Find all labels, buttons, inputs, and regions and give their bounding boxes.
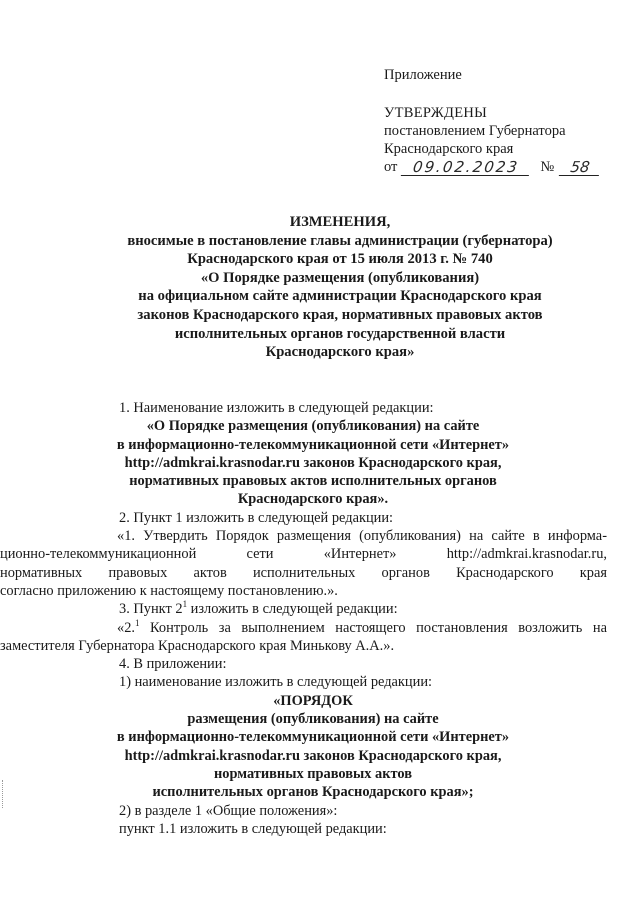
item-3-text: 3. Пункт 2 [119,601,183,618]
from-label: от [384,159,398,175]
title-heading: ИЗМЕНЕНИЯ, [289,214,391,230]
item-3-sup: 1 [182,599,188,610]
title-line: на официальном сайте администрации Краснодарского края [138,288,542,305]
item-3-quote-start: «2. [117,619,135,636]
item-3-quote-sup: 1 [135,617,140,628]
quote-line: размещения (опубликования) на сайте [187,711,439,728]
quote-line: в информационно-телекоммуникационной сети «Интернет» [116,436,510,453]
item-2: 2. Пункт 1 изложить в следующей редакции: [119,509,394,526]
item-3-line-2: заместителя Губернатора Краснодарского края Минькову А.А.». [0,637,395,654]
title-line: Краснодарского края от 15 июля 2013 г. № 740 [187,251,493,268]
quote-line: исполнительных органов Краснодарского края»; [152,784,474,801]
item-3-quote-rest: Контроль за выполнением настоящего постановления возложить на [139,619,607,636]
document-title [100,213,580,362]
item-1: 1. Наименование изложить в следующей редакции: [119,400,434,416]
handwritten-date: 09.02.2023 [401,159,531,176]
approval-date-number-line [384,158,624,176]
paragraph-line: согласно приложению к настоящему постановлению.». [0,582,338,599]
quote-line: http://admkrai.krasnodar.ru законов Краснодарского края, [124,747,502,764]
approval-stamp [384,66,624,176]
approved-label: УТВЕРЖДЕНЫ [384,105,488,121]
title-line: «О Порядке размещения (опубликования) [200,269,480,286]
item-4-sub-2-text: пункт 1.1 изложить в следующей редакции: [119,820,387,837]
quote-line: http://admkrai.krasnodar.ru законов Краснодарского края, [124,454,502,471]
quote-line: «О Порядке размещения (опубликования) на сайте [146,418,480,435]
quote-line: «ПОРЯДОК [273,692,353,709]
item-2-text-cont [0,545,607,600]
item-4: 4. В приложении: [119,656,227,673]
title-line: Краснодарского края» [265,344,415,361]
paragraph-line: «1. Утвердить Порядок размещения (опубликования) на сайте в информа- [117,528,607,545]
paragraph-line: нормативных правовых актов исполнительных органов Краснодарского края [0,564,607,581]
quote-line: нормативных правовых актов исполнительных органов [129,473,497,490]
number-label: № [540,159,555,175]
item-3-text-end: изложить в следующей редакции: [187,601,398,618]
document-body [0,399,607,838]
item-4-sub-1: 1) наименование изложить в следующей редакции: [119,674,433,691]
scan-edge-mark [2,780,4,808]
item-3 [119,600,607,618]
paragraph-line: ционно-телекоммуникационной сети «Интернет» http://admkrai.krasnodar.ru, [0,546,607,563]
approval-line-1: постановлением Губернатора [384,123,566,139]
handwritten-number: 58 [559,159,601,176]
quote-line: в информационно-телекоммуникационной сети «Интернет» [116,729,510,746]
item-3-text [117,619,607,637]
item-4-quote [29,692,597,802]
quote-line: Краснодарского края». [237,491,389,508]
item-4-sub-2: 2) в разделе 1 «Общие положения»: [119,802,338,819]
item-1-quote [29,417,597,508]
quote-line: нормативных правовых актов [213,765,413,782]
item-2-text [117,527,607,545]
title-line: законов Краснодарского края, нормативных правовых актов [137,306,543,323]
title-line: вносимые в постановление главы администрации (губернатора) [127,232,553,249]
appendix-label: Приложение [384,67,462,83]
approval-line-2: Краснодарского края [384,141,514,157]
title-line: исполнительных органов государственной власти [174,325,506,342]
